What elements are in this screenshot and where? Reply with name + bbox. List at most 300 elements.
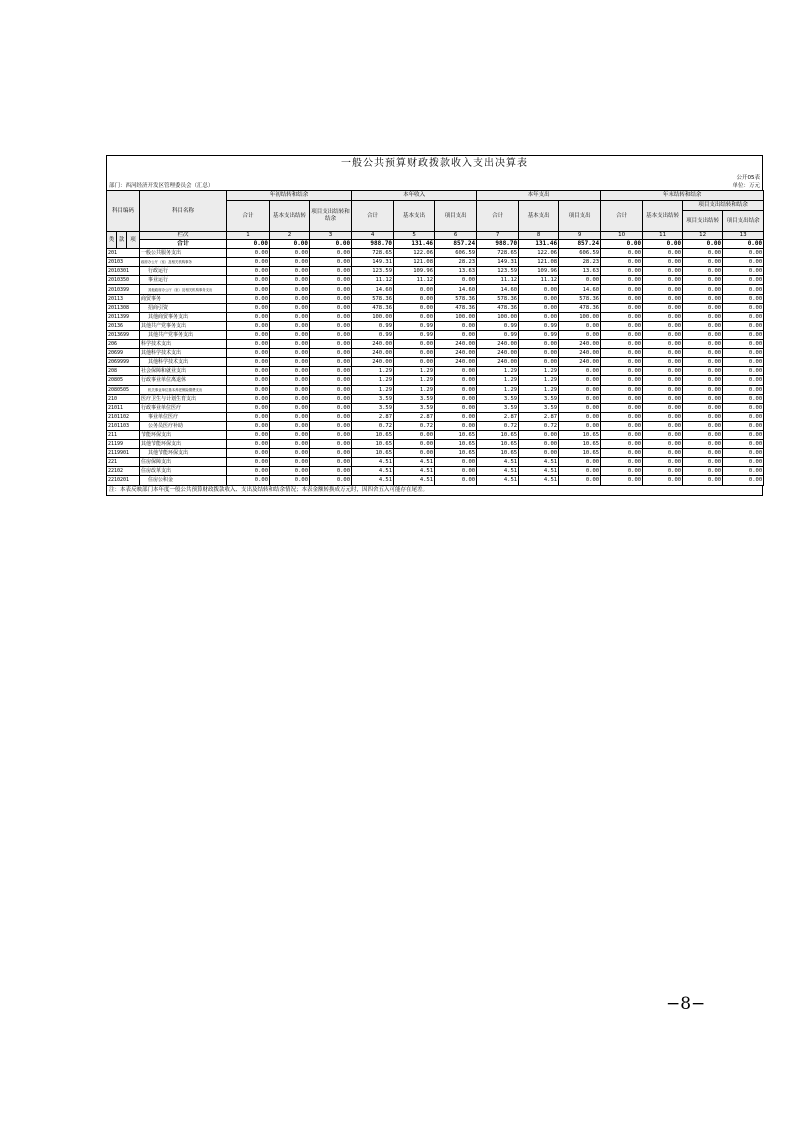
value-cell: 0.00 (270, 394, 310, 403)
value-cell: 0.00 (310, 303, 352, 312)
value-cell: 0.00 (394, 285, 435, 294)
value-cell: 13.63 (435, 267, 477, 276)
value-cell: 11.12 (519, 276, 559, 285)
value-cell: 0.00 (435, 376, 477, 385)
value-cell: 1.29 (394, 367, 435, 376)
subject-code-cell: 21199 (107, 440, 140, 449)
value-cell: 4.51 (394, 458, 435, 467)
col-number: 9 (559, 232, 601, 240)
header-col-2: 基本支出结转 (270, 201, 310, 232)
subject-name-cell: 社会保障和就业支出 (140, 367, 227, 376)
subject-name-cell: 其他科学技术支出 (140, 349, 227, 358)
header-col-12: 项目支出结转 (683, 211, 723, 232)
value-cell: 0.00 (723, 394, 764, 403)
value-cell: 0.00 (559, 421, 601, 430)
value-cell: 0.00 (723, 367, 764, 376)
value-cell: 0.00 (643, 258, 683, 267)
header-lei: 类 (107, 232, 117, 249)
value-cell: 0.00 (643, 303, 683, 312)
value-cell: 0.00 (643, 403, 683, 412)
value-cell: 0.00 (435, 321, 477, 330)
value-cell: 240.00 (559, 358, 601, 367)
table-row (107, 385, 764, 394)
subject-code-cell: 2101102 (107, 412, 140, 421)
value-cell: 478.36 (477, 303, 519, 312)
value-cell: 1.29 (477, 385, 519, 394)
value-cell: 0.00 (270, 267, 310, 276)
value-cell: 0.00 (683, 349, 723, 358)
value-cell: 478.36 (435, 303, 477, 312)
value-cell: 578.36 (352, 294, 394, 303)
col-number: 2 (270, 232, 310, 240)
table-body (107, 249, 764, 485)
subject-name-cell: 事业单位医疗 (140, 412, 227, 421)
header-col-1: 合计 (227, 201, 270, 232)
value-cell: 0.00 (723, 430, 764, 439)
subject-code-cell: 2010301 (107, 267, 140, 276)
value-cell: 10.65 (352, 449, 394, 458)
value-cell: 0.00 (723, 285, 764, 294)
value-cell: 0.00 (723, 303, 764, 312)
value-cell: 0.00 (227, 440, 270, 449)
subject-code-cell: 221 (107, 458, 140, 467)
header-subject-code: 科目编码 (107, 191, 140, 232)
value-cell: 0.00 (601, 349, 643, 358)
value-cell: 1.29 (519, 376, 559, 385)
subject-name-cell: 其他政府办公厅（室）及相关机构事务支出 (140, 285, 227, 294)
value-cell: 0.00 (227, 376, 270, 385)
value-cell: 0.00 (601, 476, 643, 485)
value-cell: 0.00 (683, 267, 723, 276)
header-group-end: 年末结转和结余 (601, 191, 764, 201)
value-cell: 0.00 (519, 303, 559, 312)
value-cell: 0.00 (227, 403, 270, 412)
total-cell: 988.70 (477, 240, 519, 249)
value-cell: 0.00 (519, 440, 559, 449)
subject-name-cell: 行政事业单位医疗 (140, 403, 227, 412)
value-cell: 0.00 (723, 421, 764, 430)
header-project-sub: 项目支出结转和结余 (683, 201, 764, 211)
value-cell: 0.00 (643, 467, 683, 476)
value-cell: 0.00 (683, 249, 723, 258)
total-cell: 857.24 (559, 240, 601, 249)
value-cell: 0.00 (227, 458, 270, 467)
value-cell: 0.00 (643, 440, 683, 449)
value-cell: 0.00 (310, 312, 352, 321)
value-cell: 0.99 (477, 321, 519, 330)
value-cell: 0.00 (227, 449, 270, 458)
value-cell: 728.65 (477, 249, 519, 258)
value-cell: 10.65 (352, 430, 394, 439)
header-col-8: 基本支出 (519, 201, 559, 232)
table-row (107, 449, 764, 458)
value-cell: 28.23 (435, 258, 477, 267)
value-cell: 0.00 (683, 467, 723, 476)
value-cell: 0.00 (227, 430, 270, 439)
value-cell: 149.31 (477, 258, 519, 267)
value-cell: 0.00 (559, 330, 601, 339)
value-cell: 0.00 (723, 467, 764, 476)
value-cell: 0.00 (310, 385, 352, 394)
value-cell: 0.00 (723, 340, 764, 349)
value-cell: 0.00 (643, 276, 683, 285)
value-cell: 0.99 (394, 330, 435, 339)
table-row (107, 294, 764, 303)
value-cell: 0.00 (683, 394, 723, 403)
value-cell: 0.00 (310, 285, 352, 294)
value-cell: 0.00 (227, 330, 270, 339)
value-cell: 0.00 (643, 367, 683, 376)
value-cell: 0.00 (394, 358, 435, 367)
header-col-3: 项目支出结转和结余 (310, 201, 352, 232)
subject-code-cell: 201 (107, 249, 140, 258)
col-number: 4 (352, 232, 394, 240)
value-cell: 240.00 (352, 349, 394, 358)
value-cell: 578.36 (559, 294, 601, 303)
value-cell: 240.00 (559, 340, 601, 349)
value-cell: 3.59 (394, 403, 435, 412)
value-cell: 0.00 (601, 258, 643, 267)
value-cell: 0.00 (601, 430, 643, 439)
value-cell: 0.00 (559, 394, 601, 403)
value-cell: 0.00 (227, 312, 270, 321)
header-col-11: 基本支出结转 (643, 201, 683, 232)
value-cell: 0.00 (643, 330, 683, 339)
value-cell: 0.00 (435, 467, 477, 476)
table-row (107, 412, 764, 421)
value-cell: 0.00 (519, 358, 559, 367)
value-cell: 100.00 (435, 312, 477, 321)
subject-code-cell: 2010399 (107, 285, 140, 294)
value-cell: 0.00 (723, 276, 764, 285)
value-cell: 0.00 (683, 358, 723, 367)
value-cell: 4.51 (394, 467, 435, 476)
col-number: 11 (643, 232, 683, 240)
value-cell: 0.00 (310, 267, 352, 276)
value-cell: 0.00 (601, 421, 643, 430)
table-header (107, 191, 764, 249)
value-cell: 0.00 (310, 430, 352, 439)
value-cell: 478.36 (352, 303, 394, 312)
header-col-13: 项目支出结余 (723, 211, 764, 232)
value-cell: 0.00 (683, 303, 723, 312)
value-cell: 109.96 (394, 267, 435, 276)
value-cell: 0.00 (435, 276, 477, 285)
subject-code-cell: 211 (107, 430, 140, 439)
table-row (107, 476, 764, 485)
col-number: 13 (723, 232, 764, 240)
value-cell: 2.87 (477, 412, 519, 421)
value-cell: 0.00 (601, 367, 643, 376)
value-cell: 0.00 (227, 267, 270, 276)
value-cell: 123.59 (477, 267, 519, 276)
value-cell: 0.00 (270, 412, 310, 421)
total-cell: 0.00 (270, 240, 310, 249)
value-cell: 0.00 (270, 403, 310, 412)
total-cell: 988.70 (352, 240, 394, 249)
value-cell: 4.51 (477, 476, 519, 485)
subject-name-cell: 住房改革支出 (140, 467, 227, 476)
value-cell: 0.00 (435, 394, 477, 403)
value-cell: 0.00 (601, 449, 643, 458)
value-cell: 0.00 (270, 385, 310, 394)
value-cell: 0.00 (559, 321, 601, 330)
value-cell: 0.00 (435, 330, 477, 339)
value-cell: 0.00 (601, 458, 643, 467)
value-cell: 240.00 (477, 358, 519, 367)
value-cell: 0.00 (683, 412, 723, 421)
header-col-6: 项目支出 (435, 201, 477, 232)
value-cell: 4.51 (519, 476, 559, 485)
table-row (107, 458, 764, 467)
value-cell: 1.29 (394, 385, 435, 394)
value-cell: 0.00 (394, 303, 435, 312)
subject-name-cell: 行政运行 (140, 267, 227, 276)
col-number: 3 (310, 232, 352, 240)
value-cell: 0.00 (723, 258, 764, 267)
value-cell: 0.00 (270, 258, 310, 267)
value-cell: 0.00 (227, 421, 270, 430)
value-cell: 3.59 (352, 403, 394, 412)
table-row (107, 267, 764, 276)
value-cell: 0.00 (227, 285, 270, 294)
value-cell: 0.00 (394, 312, 435, 321)
table-row (107, 421, 764, 430)
budget-sheet (106, 155, 763, 496)
value-cell: 0.00 (270, 312, 310, 321)
value-cell: 1.29 (394, 376, 435, 385)
subject-name-cell: 其他商贸事务支出 (140, 312, 227, 321)
department-label: 部门：西河经济开发区管理委员会（汇总） (109, 183, 214, 189)
value-cell: 0.00 (227, 340, 270, 349)
value-cell: 14.60 (477, 285, 519, 294)
value-cell: 0.00 (683, 430, 723, 439)
value-cell: 0.00 (270, 276, 310, 285)
value-cell: 0.00 (683, 276, 723, 285)
total-cell: 0.00 (227, 240, 270, 249)
table-title: 一般公共预算财政拨款收入支出决算表 (106, 155, 763, 172)
value-cell: 0.00 (683, 312, 723, 321)
col-number: 6 (435, 232, 477, 240)
value-cell: 14.60 (559, 285, 601, 294)
table-note: 注：本表反映部门本年度一般公共预算财政拨款收入、支出及结转和结余情况；本表金额转换成万元时，因四舍五入可能存在尾差。 (106, 486, 763, 496)
value-cell: 0.00 (723, 267, 764, 276)
total-label: 合计 (140, 240, 227, 249)
value-cell: 0.00 (310, 403, 352, 412)
table-row (107, 285, 764, 294)
value-cell: 0.00 (643, 267, 683, 276)
page-number: −8− (666, 994, 706, 1014)
value-cell: 0.00 (683, 294, 723, 303)
value-cell: 240.00 (435, 340, 477, 349)
value-cell: 10.65 (435, 430, 477, 439)
value-cell: 10.65 (559, 440, 601, 449)
header-xiang: 项 (127, 232, 140, 249)
value-cell: 0.00 (394, 349, 435, 358)
value-cell: 109.96 (519, 267, 559, 276)
total-cell: 0.00 (643, 240, 683, 249)
subject-name-cell: 其他节能环保支出 (140, 449, 227, 458)
total-cell: 0.00 (310, 240, 352, 249)
value-cell: 606.59 (559, 249, 601, 258)
table-row (107, 367, 764, 376)
subject-code-cell: 2210201 (107, 476, 140, 485)
value-cell: 4.51 (519, 467, 559, 476)
header-col-10: 合计 (601, 201, 643, 232)
value-cell: 4.51 (519, 458, 559, 467)
value-cell: 0.00 (310, 294, 352, 303)
value-cell: 0.00 (683, 258, 723, 267)
value-cell: 0.99 (352, 321, 394, 330)
value-cell: 0.00 (643, 421, 683, 430)
subject-name-cell: 其他共产党事务支出 (140, 321, 227, 330)
value-cell: 0.00 (723, 321, 764, 330)
subject-name-cell: 机关事业单位基本养老保险缴费支出 (140, 385, 227, 394)
value-cell: 3.59 (477, 394, 519, 403)
value-cell: 149.31 (352, 258, 394, 267)
subject-code-cell: 20113 (107, 294, 140, 303)
subject-name-cell: 其他共产党事务支出 (140, 330, 227, 339)
value-cell: 0.00 (723, 458, 764, 467)
value-cell: 728.65 (352, 249, 394, 258)
value-cell: 3.59 (352, 394, 394, 403)
budget-table (106, 190, 764, 486)
value-cell: 478.36 (559, 303, 601, 312)
value-cell: 0.00 (683, 367, 723, 376)
value-cell: 0.00 (227, 249, 270, 258)
value-cell: 0.00 (683, 340, 723, 349)
value-cell: 0.00 (643, 458, 683, 467)
subject-code-cell: 2101103 (107, 421, 140, 430)
value-cell: 0.00 (270, 440, 310, 449)
value-cell: 0.00 (643, 285, 683, 294)
value-cell: 0.00 (683, 321, 723, 330)
value-cell: 0.00 (723, 449, 764, 458)
value-cell: 0.00 (643, 449, 683, 458)
value-cell: 0.00 (227, 258, 270, 267)
subject-name-cell: 商贸事务 (140, 294, 227, 303)
value-cell: 240.00 (352, 340, 394, 349)
value-cell: 11.12 (477, 276, 519, 285)
value-cell: 100.00 (477, 312, 519, 321)
value-cell: 606.59 (435, 249, 477, 258)
subject-name-cell: 公务员医疗补助 (140, 421, 227, 430)
unit-label: 单位：万元 (732, 183, 760, 189)
value-cell: 0.00 (601, 249, 643, 258)
value-cell: 0.00 (559, 467, 601, 476)
value-cell: 0.00 (310, 321, 352, 330)
value-cell: 4.51 (352, 458, 394, 467)
value-cell: 0.00 (601, 276, 643, 285)
value-cell: 0.00 (559, 476, 601, 485)
value-cell: 0.00 (723, 385, 764, 394)
header-subject-name: 科目名称 (140, 191, 227, 232)
value-cell: 4.51 (352, 467, 394, 476)
value-cell: 10.65 (559, 449, 601, 458)
value-cell: 10.65 (352, 440, 394, 449)
value-cell: 123.59 (352, 267, 394, 276)
value-cell: 0.00 (435, 476, 477, 485)
subject-code-cell: 208 (107, 367, 140, 376)
col-number: 1 (227, 232, 270, 240)
value-cell: 0.00 (270, 358, 310, 367)
value-cell: 11.12 (352, 276, 394, 285)
value-cell: 0.00 (601, 330, 643, 339)
value-cell: 0.00 (723, 294, 764, 303)
value-cell: 0.00 (394, 340, 435, 349)
value-cell: 0.00 (310, 349, 352, 358)
value-cell: 0.00 (559, 367, 601, 376)
value-cell: 0.00 (683, 285, 723, 294)
value-cell: 0.00 (601, 303, 643, 312)
table-row (107, 249, 764, 258)
value-cell: 0.00 (310, 476, 352, 485)
value-cell: 122.06 (519, 249, 559, 258)
value-cell: 0.00 (270, 285, 310, 294)
subject-code-cell: 20103 (107, 258, 140, 267)
value-cell: 0.00 (559, 276, 601, 285)
total-cell: 131.46 (394, 240, 435, 249)
value-cell: 122.06 (394, 249, 435, 258)
value-cell: 0.00 (270, 330, 310, 339)
value-cell: 0.00 (643, 476, 683, 485)
value-cell: 0.00 (723, 403, 764, 412)
value-cell: 0.00 (227, 349, 270, 358)
value-cell: 0.00 (519, 430, 559, 439)
value-cell: 0.00 (310, 467, 352, 476)
value-cell: 0.00 (643, 412, 683, 421)
value-cell: 0.99 (394, 321, 435, 330)
header-group-expense: 本年支出 (477, 191, 601, 201)
subject-code-cell: 2013699 (107, 330, 140, 339)
value-cell: 0.00 (601, 403, 643, 412)
value-cell: 0.00 (227, 476, 270, 485)
value-cell: 0.00 (227, 394, 270, 403)
value-cell: 0.00 (683, 449, 723, 458)
header-col-9: 项目支出 (559, 201, 601, 232)
header-row-label: 栏次 (140, 232, 227, 240)
value-cell: 0.00 (601, 267, 643, 276)
value-cell: 0.00 (643, 340, 683, 349)
value-cell: 11.12 (394, 276, 435, 285)
value-cell: 578.36 (435, 294, 477, 303)
value-cell: 14.60 (435, 285, 477, 294)
value-cell: 0.00 (643, 430, 683, 439)
value-cell: 0.99 (519, 321, 559, 330)
value-cell: 0.00 (310, 340, 352, 349)
value-cell: 0.00 (394, 430, 435, 439)
value-cell: 0.72 (477, 421, 519, 430)
value-cell: 0.00 (683, 440, 723, 449)
subject-code-cell: 2011399 (107, 312, 140, 321)
value-cell: 0.00 (435, 403, 477, 412)
table-row (107, 330, 764, 339)
value-cell: 0.00 (310, 440, 352, 449)
value-cell: 240.00 (559, 349, 601, 358)
table-meta (106, 172, 763, 190)
value-cell: 0.00 (643, 312, 683, 321)
col-number: 8 (519, 232, 559, 240)
value-cell: 0.00 (723, 312, 764, 321)
value-cell: 0.00 (643, 321, 683, 330)
value-cell: 0.00 (270, 340, 310, 349)
subject-name-cell: 一般公共服务支出 (140, 249, 227, 258)
value-cell: 0.00 (227, 294, 270, 303)
total-cell: 0.00 (683, 240, 723, 249)
value-cell: 0.00 (227, 276, 270, 285)
value-cell: 0.00 (310, 258, 352, 267)
value-cell: 0.00 (683, 476, 723, 485)
